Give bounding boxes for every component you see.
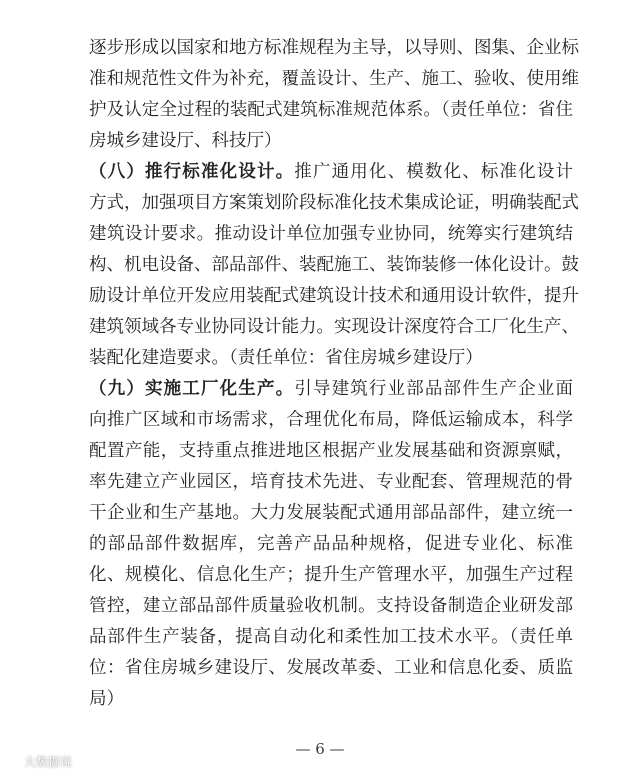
text-line: 构、机电设备、部品部件、装配施工、装饰装修一体化设计。鼓 [89, 255, 579, 275]
text-line: 励设计单位开发应用装配式建筑设计技术和通用设计软件，提升 [89, 286, 579, 306]
text-line: 逐步形成以国家和地方标准规程为主导，以导则、图集、企业标 [89, 38, 579, 58]
text-line: 率先建立产业园区，培育技术先进、专业配套、管理规范的骨 [89, 472, 573, 492]
watermark [4, 752, 72, 770]
section-8-first-line-rest: 推广通用化、模数化、标准化设计 [294, 162, 574, 182]
section-8-first-line [89, 157, 573, 188]
text-line: 管控，建立部品部件质量验收机制。支持设备制造企业研发部 [89, 596, 573, 616]
section-9-heading: （九）实施工厂化生产。 [89, 379, 295, 399]
section-9-first-line [89, 374, 573, 405]
text-line: 的部品部件数据库，完善产品品种规格，促进专业化、标准 [89, 534, 573, 554]
text-line: 护及认定全过程的装配式建筑标准规范体系。（责任单位：省住 [89, 100, 573, 120]
text-line: 方式，加强项目方案策划阶段标准化技术集成论证，明确装配式 [89, 193, 579, 213]
text-line: 房城乡建设厅、科技厅） [89, 131, 282, 151]
section-9-first-line-rest: 引导建筑行业部品部件生产企业面 [294, 379, 574, 399]
section-8-heading: （八）推行标准化设计。 [89, 162, 295, 182]
watermark-text: 大数据说 [24, 754, 73, 769]
text-line: 向推广区域和市场需求，合理优化布局，降低运输成本，科学 [89, 410, 573, 430]
text-line: 品部件生产装备，提高自动化和柔性加工技术水平。（责任单 [89, 627, 573, 647]
body-text [89, 33, 579, 715]
text-line: 准和规范性文件为补充，覆盖设计、生产、施工、验收、使用维 [89, 69, 579, 89]
text-line: 配置产能，支持重点推进地区根据产业发展基础和资源禀赋， [89, 441, 573, 461]
text-line: 位：省住房城乡建设厅、发展改革委、工业和信息化委、质监 [89, 658, 573, 678]
text-line: 建筑设计要求。推动设计单位加强专业协同，统筹实行建筑结 [89, 224, 573, 244]
page-number: — 6 — [295, 740, 345, 758]
text-line: 局） [89, 689, 124, 709]
weibo-logo-icon [4, 753, 20, 770]
text-line: 化、规模化、信息化生产；提升生产管理水平，加强生产过程 [89, 565, 573, 585]
text-line: 干企业和生产基地。大力发展装配式通用部品部件，建立统一 [89, 503, 573, 523]
text-line: 建筑领域各专业协同设计能力。实现设计深度符合工厂化生产、 [89, 317, 579, 337]
text-line: 装配化建造要求。（责任单位：省住房城乡建设厅） [89, 348, 483, 368]
